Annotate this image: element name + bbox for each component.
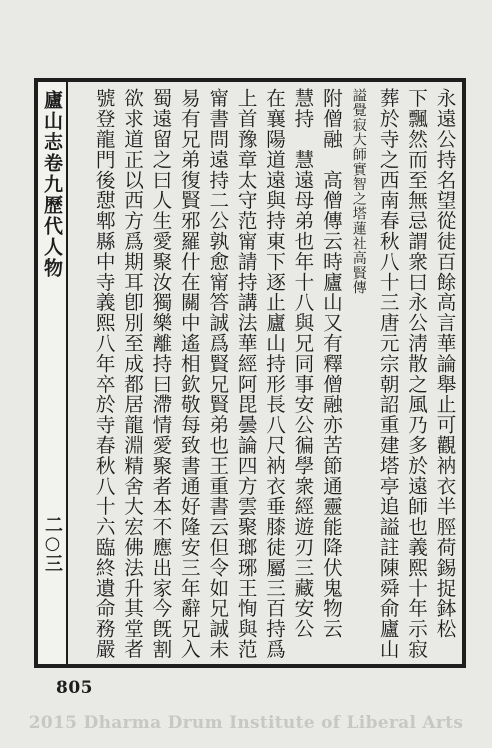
text-column-8: 上首豫章太守范甯請持講法華經阿毘曇論四方雲聚瑯琊王恂與范 bbox=[234, 88, 258, 660]
margin-page-mark: 二○三 bbox=[42, 515, 63, 572]
margin-book-title: 廬山志卷九歷代人物 bbox=[41, 90, 63, 279]
text-column-9: 甯書問遠持二公孰愈甯答誠爲賢兄賢弟也王重書云但令如兄誠未 bbox=[205, 88, 229, 660]
text-column-4: 謚覺寂大師實智之塔蓮社高賢傳 bbox=[350, 88, 367, 296]
text-column-11: 蜀遠留之曰人生愛聚汝獨樂離持曰滯情愛聚者本不應出家今旣割 bbox=[148, 88, 172, 660]
frame-right-rule bbox=[462, 78, 466, 668]
frame-bottom-rule bbox=[34, 664, 466, 668]
text-column-3: 葬於寺之西南春秋八十三唐元宗朝詔重建塔亭追謚註陳舜俞廬山 bbox=[376, 88, 400, 660]
main-text-block bbox=[72, 88, 458, 660]
text-column-13: 號登龍門後憇郫縣中寺義熙八年卒於寺春秋八十六臨終遺命務嚴 bbox=[92, 88, 116, 660]
frame-top-rule bbox=[34, 78, 466, 82]
text-column-2: 下飄然而至無忌謂衆曰永公淸散之風乃多於遠師也義熙十年示寂 bbox=[404, 88, 428, 660]
text-column-1: 永遠公持名望從徒百餘高言華論舉止可觀衲衣半脛荷錫捉鉢松 bbox=[433, 88, 456, 639]
text-column-10: 易有兄弟復賢邪羅什在關中遙相欽敬每致書通好隆安三年辭兄入 bbox=[177, 88, 201, 660]
watermark: 2015 Dharma Drum Institute of Liberal Arts bbox=[28, 713, 464, 733]
text-column-12: 欲求道正以西方爲期耳卽別至成都居龍淵精舍大宏佛法升其堂者 bbox=[120, 88, 144, 660]
page-number: 805 bbox=[56, 678, 93, 698]
text-column-7: 在襄陽道遠與持東下逐止廬山持形長八尺衲衣垂膝徒屬三百持爲 bbox=[262, 88, 286, 660]
text-column-5: 附僧融 高僧傳云時廬山又有釋僧融亦苦節通靈能降伏鬼物云 bbox=[319, 88, 343, 639]
text-column-6: 慧持 慧遠母弟也年十八與兄同事安公徧學衆經遊刃三藏安公 bbox=[290, 88, 314, 639]
